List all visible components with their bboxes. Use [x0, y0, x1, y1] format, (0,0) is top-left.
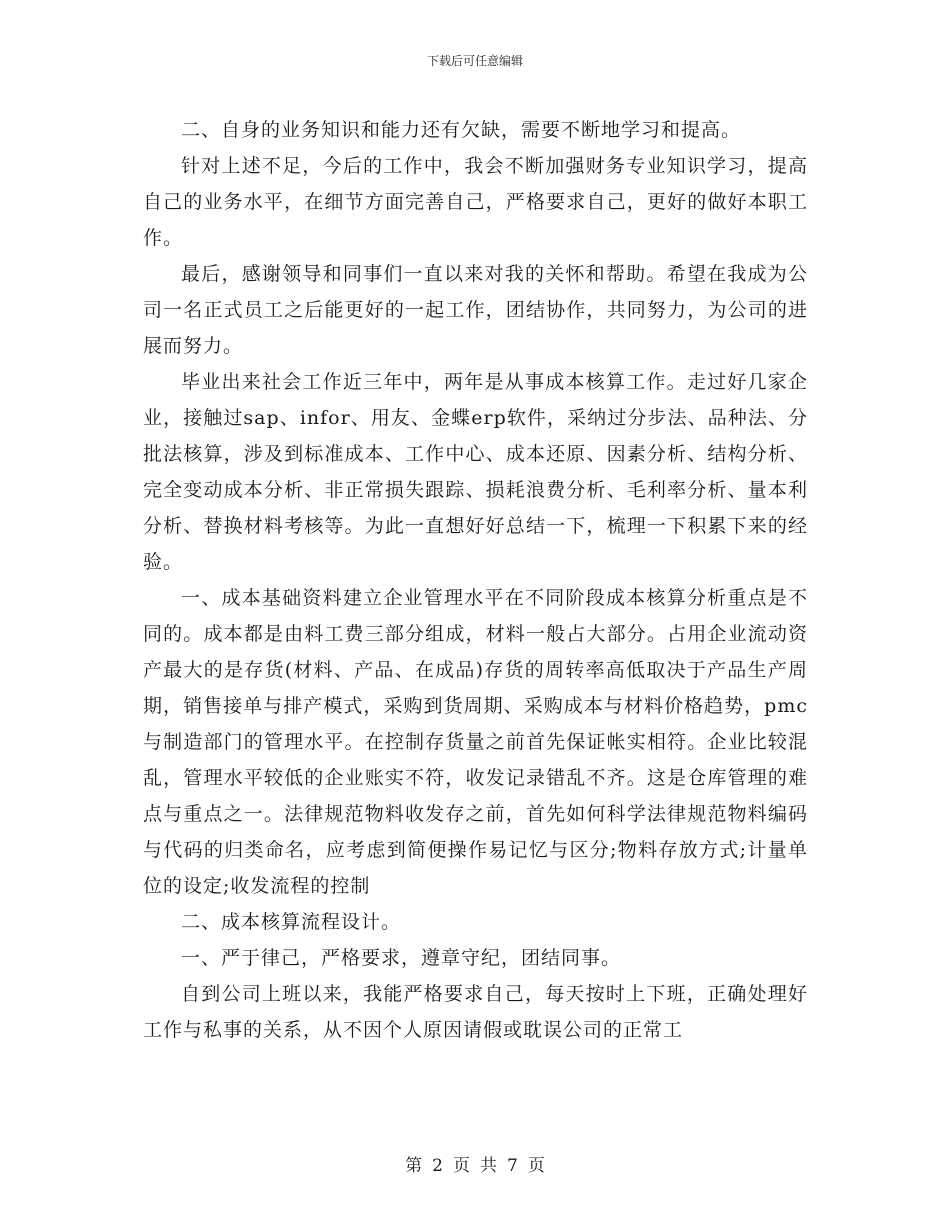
current-page-number: 2: [432, 1156, 443, 1176]
paragraph: 毕业出来社会工作近三年中，两年是从事成本核算工作。走过好几家企业，接触过sap、infor、用友、金蝶erp软件，采纳过分步法、品种法、分批法核算，涉及到标准成本、工作中心、成本还原、因素分析、结构分析、完全变动成本分析、非正常损失跟踪、损耗浪费分析、毛利率分析、量本利分析、替换材料考核等。为此一直想好好总结一下，梳理一下积累下来的经验。: [143, 371, 808, 573]
total-page-count: 7: [507, 1156, 518, 1176]
paragraph: 一、严于律己，严格要求，遵章守纪，团结同事。: [181, 947, 622, 969]
footer-total-word: 共: [480, 1156, 497, 1176]
paragraph: 一、成本基础资料建立企业管理水平在不同阶段成本核算分析重点是不同的。成本都是由料工费三部分组成，材料一般占大部分。占用企业流动资产最大的是存货(材料、产品、在成品)存货的周转率高低取决于产品生产周期，销售接单与排产模式，采购到货周期、采购成本与材料价格趋势，pmc与制造部门的管理水平。在控制存货量之前首先保证帐实相符。企业比较混乱，管理水平较低的企业账实不符，收发记录错乱不齐。这是仓库管理的难点与重点之一。法律规范物料收发存之前，首先如何科学法律规范物料编码与代码的归类命名，应考虑到简便操作易记忆与区分;物料存放方式;计量单位的设定;收发流程的控制: [143, 587, 808, 897]
page-number-footer: [0, 1155, 950, 1177]
document-body: [143, 112, 808, 1048]
paragraph: 最后，感谢领导和同事们一直以来对我的关怀和帮助。希望在我成为公司一名正式员工之后能更好的一起工作，团结协作，共同努力，为公司的进展而努力。: [143, 263, 808, 357]
footer-page-unit: 页: [453, 1156, 470, 1176]
paragraph: 二、自身的业务知识和能力还有欠缺，需要不断地学习和提高。: [181, 119, 742, 141]
page-header-note: 下载后可任意编辑: [426, 54, 523, 68]
paragraph: 针对上述不足，今后的工作中，我会不断加强财务专业知识学习，提高自己的业务水平，在细节方面完善自己，严格要求自己，更好的做好本职工作。: [143, 155, 808, 249]
paragraph: 自到公司上班以来，我能严格要求自己，每天按时上下班，正确处理好工作与私事的关系，从不因个人原因请假或耽误公司的正常工: [143, 983, 808, 1041]
paragraph: 二、成本核算流程设计。: [181, 911, 402, 933]
footer-total-unit: 页: [527, 1156, 545, 1176]
footer-prefix: 第: [405, 1156, 423, 1176]
